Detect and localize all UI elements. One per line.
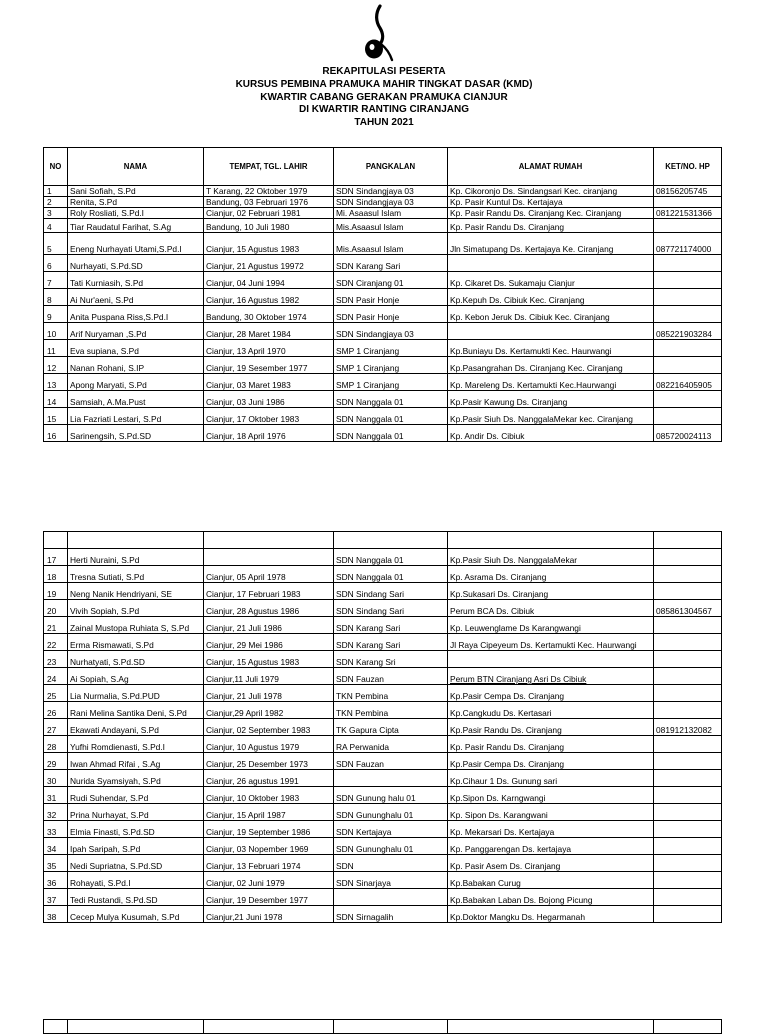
table-row [44,289,722,306]
cell-hp: 08156205745 [654,186,722,197]
cell-alamat: Kp. Pasir Asem Ds. Ciranjang [448,855,654,872]
cell-hp [654,855,722,872]
cell-nama: Iwan Ahmad Rifai , S.Ag [68,753,204,770]
table-row [44,583,722,600]
cell-alamat: Jl Raya Cipeyeum Ds. Kertamukti Kec. Haurwangi [448,634,654,651]
cell-no: 13 [44,374,68,391]
cell-nama: Nurhatyati, S.Pd.SD [68,651,204,668]
cell-nama: Sani Sofiah, S.Pd [68,186,204,197]
cell-alamat: Kp. Mareleng Ds. Kertamukti Kec.Haurwangi [448,374,654,391]
cell-ttl: Cianjur, 03 Juni 1986 [204,391,334,408]
cell-nama: Rohayati, S.Pd.I [68,872,204,889]
cell-hp [654,651,722,668]
cell-ttl: Cianjur, 05 April 1978 [204,566,334,583]
cell-no: 14 [44,391,68,408]
cell-hp [654,272,722,289]
cell-alamat: Kp.Sipon Ds. Karngwangi [448,787,654,804]
cell-pangkalan: SDN Karang Sri [334,651,448,668]
cell-nama: Rani Melina Santika Deni, S.Pd [68,702,204,719]
cell-ttl: Cianjur, 28 Agustus 1986 [204,600,334,617]
cell-alamat: Kp.Babakan Curug [448,872,654,889]
cell-pangkalan: SDN Nanggala 01 [334,391,448,408]
cell-pangkalan: SDN [334,855,448,872]
cell-hp [654,532,722,549]
cell-hp [654,821,722,838]
cell-no: 6 [44,255,68,272]
cell-hp [654,549,722,566]
cell-no: 33 [44,821,68,838]
cell-nama: Cecep Mulya Kusumah, S.Pd [68,906,204,923]
cell-hp [654,685,722,702]
header-line-1: REKAPITULASI PESERTA [322,66,446,77]
cell-pangkalan: SDN Sindangjaya 03 [334,197,448,208]
cell-pangkalan: SDN Karang Sari [334,617,448,634]
cell-pangkalan: SDN Nanggala 01 [334,408,448,425]
cell-no: 12 [44,357,68,374]
cell-no: 24 [44,668,68,685]
cell-no: 38 [44,906,68,923]
table-row [44,617,722,634]
table-row [44,889,722,906]
table-row [44,233,722,255]
cell-pangkalan: TK Gapura Cipta [334,719,448,736]
table-row [44,408,722,425]
cell-ttl: Cianjur, 15 Agustus 1983 [204,651,334,668]
cell-nama: Lia Nurmalia, S.Pd.PUD [68,685,204,702]
cell-alamat: Kp. Leuwenglame Ds Karangwangi [448,617,654,634]
cell-ttl: Cianjur, 10 Oktober 1983 [204,787,334,804]
cell-ttl: Cianjur, 03 Maret 1983 [204,374,334,391]
cell-no: 22 [44,634,68,651]
cell-ttl: Cianjur, 13 April 1970 [204,340,334,357]
cell-ttl: Cianjur, 02 Februari 1981 [204,208,334,219]
cell-nama: Elmia Finasti, S.Pd.SD [68,821,204,838]
table-row [44,736,722,753]
cell-pangkalan: SDN Karang Sari [334,255,448,272]
cell-hp [654,340,722,357]
cell-hp [654,634,722,651]
cell-ttl: Cianjur, 18 April 1976 [204,425,334,442]
table-header-row [44,148,722,186]
cell-alamat: Kp.Sukasari Ds. Ciranjang [448,583,654,600]
cell-no: 7 [44,272,68,289]
table-row [44,549,722,566]
cell-hp [654,289,722,306]
header-line-4: DI KWARTIR RANTING CIRANJANG [299,104,469,116]
cell-no: 10 [44,323,68,340]
cell-pangkalan: SDN Gununghalu 01 [334,838,448,855]
cell-nama: Arif Nuryaman ,S.Pd [68,323,204,340]
cell-no: 26 [44,702,68,719]
cell-hp: 082216405905 [654,374,722,391]
cell-ttl: Cianjur, 21 Agustus 19972 [204,255,334,272]
cell-nama: Renita, S.Pd [68,197,204,208]
cell-pangkalan: TKN Pembina [334,685,448,702]
cell-no: 31 [44,787,68,804]
cell-ttl: Cianjur, 19 Sesember 1977 [204,357,334,374]
cell-ttl: Cianjur, 02 Juni 1979 [204,872,334,889]
table-row [44,838,722,855]
cell-ttl: Cianjur, 02 September 1983 [204,719,334,736]
cell-ttl: Cianjur, 03 Nopember 1969 [204,838,334,855]
cell-hp [654,357,722,374]
cell-hp [654,804,722,821]
cell-alamat: Kp. Andir Ds. Cibiuk [448,425,654,442]
cell-pangkalan: SDN Sindangjaya 03 [334,323,448,340]
cell-nama: Ipah Saripah, S.Pd [68,838,204,855]
cell-pangkalan: Mis.Asaasul Islam [334,219,448,233]
document-header [0,66,768,130]
cell-pangkalan: SDN Gunung halu 01 [334,787,448,804]
cell-no: 17 [44,549,68,566]
cell-no: 35 [44,855,68,872]
table-row [44,855,722,872]
cell-hp [654,566,722,583]
cell-ttl [204,549,334,566]
cell-hp [654,838,722,855]
cell-alamat: Kp.Pasir Cempa Ds. Ciranjang [448,685,654,702]
cell-hp: 085720024113 [654,425,722,442]
cell-nama: Lia Fazriati Lestari, S.Pd [68,408,204,425]
col-header-hp: KET/NO. HP [654,148,722,186]
cell-pangkalan: SDN Nanggala 01 [334,566,448,583]
cell-nama: Ekawati Andayani, S.Pd [68,719,204,736]
table-row [44,634,722,651]
cell-hp [654,872,722,889]
cell-nama: Prina Nurhayat, S.Pd [68,804,204,821]
table-row [44,306,722,323]
cell-ttl: Cianjur,11 Juli 1979 [204,668,334,685]
cell-alamat: Perum BCA Ds. Cibiuk [448,600,654,617]
cell-alamat: Kp.Buniayu Ds. Kertamukti Kec. Haurwangi [448,340,654,357]
participant-table-page-1 [43,147,722,442]
cell-nama: Rudi Suhendar, S.Pd [68,787,204,804]
cell-alamat: Kp. Pasir Randu Ds. Ciranjang [448,219,654,233]
cell-nama: Tedi Rustandi, S.Pd.SD [68,889,204,906]
cell-no: 20 [44,600,68,617]
cell-ttl: Cianjur, 19 September 1986 [204,821,334,838]
table-row [44,197,722,208]
table-row [44,821,722,838]
cell-nama: Tresna Sutiati, S.Pd [68,566,204,583]
cell-pangkalan: SDN Sindang Sari [334,583,448,600]
cell-nama [68,532,204,549]
cell-nama: Zainal Mustopa Ruhiata S, S.Pd [68,617,204,634]
cell-hp [654,702,722,719]
cell-no: 32 [44,804,68,821]
pramuka-logo-icon [362,4,394,64]
cell-nama: Roly Rosliati, S.Pd.I [68,208,204,219]
table-row [44,702,722,719]
cell-alamat: Kp. Asrama Ds. Ciranjang [448,566,654,583]
cell-ttl: Cianjur, 26 agustus 1991 [204,770,334,787]
table-row [44,357,722,374]
cell-hp [654,197,722,208]
table-row [44,374,722,391]
cell-hp [654,668,722,685]
cell-alamat [448,651,654,668]
table-row [44,340,722,357]
cell-nama: Tiar Raudatul Farihat, S.Ag [68,219,204,233]
participant-table-page-2 [43,531,722,923]
cell-alamat: Kp.Pasangrahan Ds. Ciranjang Kec. Ciranjang [448,357,654,374]
cell-alamat: Kp. Cikoronjo Ds. Sindangsari Kec. ciranjang [448,186,654,197]
cell-ttl: Cianjur, 25 Desember 1973 [204,753,334,770]
cell-pangkalan: SDN Kertajaya [334,821,448,838]
cell-nama: Sarinengsih, S.Pd.SD [68,425,204,442]
col-header-ttl: TEMPAT, TGL. LAHIR [204,148,334,186]
cell-nama: Eva supiana, S.Pd [68,340,204,357]
table-row [44,323,722,340]
cell-alamat: Kp.Cihaur 1 Ds. Gunung sari [448,770,654,787]
cell-no: 25 [44,685,68,702]
cell-hp [654,889,722,906]
cell-pangkalan: SDN Nanggala 01 [334,425,448,442]
table-row [44,186,722,197]
cell-ttl: Cianjur, 13 Februari 1974 [204,855,334,872]
table-row [44,391,722,408]
cell-ttl: Cianjur, 10 Agustus 1979 [204,736,334,753]
cell-alamat: Perum BTN Ciranjang Asri Ds Cibiuk [448,668,654,685]
participant-table-page-3 [43,1019,722,1034]
cell-pangkalan: SDN Pasir Honje [334,289,448,306]
cell-ttl: Bandung, 03 Februari 1976 [204,197,334,208]
cell-no: 4 [44,219,68,233]
cell-nama: Vivih Sopiah, S.Pd [68,600,204,617]
cell-ttl: Cianjur, 15 April 1987 [204,804,334,821]
cell-alamat: Kp. Pasir Randu Ds. Ciranjang Kec. Ciranjang [448,208,654,219]
cell-pangkalan: RA Perwanida [334,736,448,753]
col-header-no: NO [44,148,68,186]
cell-no: 15 [44,408,68,425]
table-row [44,787,722,804]
cell-pangkalan: SDN Nanggala 01 [334,549,448,566]
cell-ttl [204,532,334,549]
cell-no: 36 [44,872,68,889]
cell-ttl: Cianjur, 21 Juli 1986 [204,617,334,634]
cell-alamat: Kp.Pasir Cempa Ds. Ciranjang [448,753,654,770]
col-header-pangkalan: PANGKALAN [334,148,448,186]
cell-nama: Nanan Rohani, S.IP [68,357,204,374]
cell-hp [654,306,722,323]
table-row [44,906,722,923]
col-header-nama: NAMA [68,148,204,186]
table-row [44,770,722,787]
cell-no: 9 [44,306,68,323]
cell-nama: Ai Nur'aeni, S.Pd [68,289,204,306]
table-row [44,255,722,272]
header-line-3: KWARTIR CABANG GERAKAN PRAMUKA CIANJUR [260,91,508,103]
cell-pangkalan [334,532,448,549]
cell-hp [654,906,722,923]
cell-alamat [448,532,654,549]
cell-alamat: Kp.Pasir Kawung Ds. Ciranjang [448,391,654,408]
cell-no: 23 [44,651,68,668]
col-header-alamat: ALAMAT RUMAH [448,148,654,186]
cell-hp [654,219,722,233]
cell-ttl: Cianjur, 17 Oktober 1983 [204,408,334,425]
table-row [44,804,722,821]
cell-pangkalan: Mis.Asaasul Islam [334,233,448,255]
cell-pangkalan: SDN Pasir Honje [334,306,448,323]
cell-pangkalan: SMP 1 Ciranjang [334,340,448,357]
cell-alamat: Kp. Mekarsari Ds. Kertajaya [448,821,654,838]
cell-hp [654,787,722,804]
cell-alamat: Kp.Cangkudu Ds. Kertasari [448,702,654,719]
cell-hp: 081221531366 [654,208,722,219]
table-row [44,753,722,770]
cell-no: 29 [44,753,68,770]
cell-ttl: Cianjur,29 April 1982 [204,702,334,719]
table-row [44,651,722,668]
cell-nama: Nurhayati, S.Pd.SD [68,255,204,272]
table-row [44,719,722,736]
table-row [44,425,722,442]
cell-nama: Samsiah, A.Ma.Pust [68,391,204,408]
cell-no: 21 [44,617,68,634]
cell-hp: 087721174000 [654,233,722,255]
cell-hp [654,391,722,408]
cell-alamat: Kp. Sipon Ds. Karangwani [448,804,654,821]
cell-pangkalan: SDN Karang Sari [334,634,448,651]
cell-pangkalan: SDN Fauzan [334,753,448,770]
cell-ttl: Bandung, 30 Oktober 1974 [204,306,334,323]
cell-pangkalan [334,889,448,906]
cell-alamat [448,255,654,272]
cell-ttl: Cianjur, 04 Juni 1994 [204,272,334,289]
cell-ttl: Cianjur, 16 Agustus 1982 [204,289,334,306]
cell-alamat: Jln Simatupang Ds. Kertajaya Ke. Ciranjang [448,233,654,255]
cell-pangkalan: SDN Sirnagalih [334,906,448,923]
table-row [44,872,722,889]
cell-alamat: Kp.Pasir Randu Ds. Ciranjang [448,719,654,736]
cell-pangkalan: TKN Pembina [334,702,448,719]
cell-alamat: Kp. Pasir Randu Ds. Ciranjang [448,736,654,753]
cell-alamat: Kp.Pasir Siuh Ds. NanggalaMekar [448,549,654,566]
cell-no: 5 [44,233,68,255]
header-line-5: TAHUN 2021 [354,117,414,129]
cell-nama: Tati Kurniasih, S.Pd [68,272,204,289]
cell-alamat: Kp.Babakan Laban Ds. Bojong Picung [448,889,654,906]
cell-no [44,532,68,549]
cell-no: 18 [44,566,68,583]
table-row [44,1020,722,1034]
cell-nama: Ai Sopiah, S.Ag [68,668,204,685]
table-row [44,208,722,219]
cell-ttl: T Karang, 22 Oktober 1979 [204,186,334,197]
cell-hp [654,736,722,753]
cell-hp [654,408,722,425]
cell-alamat: Kp.Kepuh Ds. Cibiuk Kec. Ciranjang [448,289,654,306]
cell-pangkalan: SDN Fauzan [334,668,448,685]
cell-nama: Herti Nuraini, S.Pd [68,549,204,566]
cell-hp [654,770,722,787]
table-row [44,600,722,617]
cell-nama: Yufhi Romdienasti, S.Pd.I [68,736,204,753]
cell-pangkalan: SDN Ciranjang 01 [334,272,448,289]
table-row [44,272,722,289]
cell-no: 11 [44,340,68,357]
cell-nama: Nurida Syamsiyah, S.Pd [68,770,204,787]
cell-nama: Eneng Nurhayati Utami,S.Pd.I [68,233,204,255]
cell-no: 3 [44,208,68,219]
cell-no: 34 [44,838,68,855]
cell-ttl: Cianjur, 19 Desember 1977 [204,889,334,906]
cell-alamat: Kp. Panggarengan Ds. kertajaya [448,838,654,855]
cell-nama: Erma Rismawati, S.Pd [68,634,204,651]
cell-pangkalan: SDN Sindangjaya 03 [334,186,448,197]
cell-ttl: Cianjur, 29 Mei 1986 [204,634,334,651]
cell-pangkalan: SDN Sinarjaya [334,872,448,889]
cell-pangkalan: SMP 1 Ciranjang [334,374,448,391]
cell-pangkalan [334,770,448,787]
cell-ttl: Cianjur,21 Juni 1978 [204,906,334,923]
cell-hp [654,753,722,770]
cell-hp [654,255,722,272]
table-row [44,668,722,685]
cell-pangkalan: SDN Sindang Sari [334,600,448,617]
cell-hp: 085861304567 [654,600,722,617]
cell-no: 27 [44,719,68,736]
cell-nama: Apong Maryati, S.Pd [68,374,204,391]
cell-hp: 085221903284 [654,323,722,340]
table-row [44,566,722,583]
cell-alamat [448,323,654,340]
cell-hp [654,617,722,634]
header-line-2: KURSUS PEMBINA PRAMUKA MAHIR TINGKAT DASAR (KMD) [235,78,533,90]
table-row [44,685,722,702]
cell-no: 30 [44,770,68,787]
cell-nama: Nedi Supriatna, S.Pd.SD [68,855,204,872]
cell-no: 8 [44,289,68,306]
cell-pangkalan: SDN Gununghalu 01 [334,804,448,821]
cell-alamat: Kp. Cikaret Ds. Sukamaju Cianjur [448,272,654,289]
cell-no: 28 [44,736,68,753]
cell-hp [654,583,722,600]
cell-no: 37 [44,889,68,906]
cell-no: 16 [44,425,68,442]
cell-hp: 081912132082 [654,719,722,736]
cell-no: 1 [44,186,68,197]
table-row [44,219,722,233]
table-row [44,532,722,549]
cell-nama: Neng Nanik Hendriyani, SE [68,583,204,600]
cell-no: 2 [44,197,68,208]
cell-nama: Anita Puspana Riss,S.Pd.I [68,306,204,323]
cell-ttl: Bandung, 10 Juli 1980 [204,219,334,233]
cell-ttl: Cianjur, 15 Agustus 1983 [204,233,334,255]
cell-alamat: Kp.Doktor Mangku Ds. Hegarmanah [448,906,654,923]
cell-no: 19 [44,583,68,600]
cell-ttl: Cianjur, 21 Juli 1978 [204,685,334,702]
cell-alamat: Kp. Kebon Jeruk Ds. Cibiuk Kec. Ciranjang [448,306,654,323]
cell-pangkalan: Mi. Asaasul Islam [334,208,448,219]
cell-alamat: Kp.Pasir Siuh Ds. NanggalaMekar kec. Ciranjang [448,408,654,425]
cell-alamat: Kp. Pasir Kuntul Ds. Kertajaya [448,197,654,208]
cell-pangkalan: SMP 1 Ciranjang [334,357,448,374]
cell-ttl: Cianjur, 17 Februari 1983 [204,583,334,600]
cell-ttl: Cianjur, 28 Maret 1984 [204,323,334,340]
